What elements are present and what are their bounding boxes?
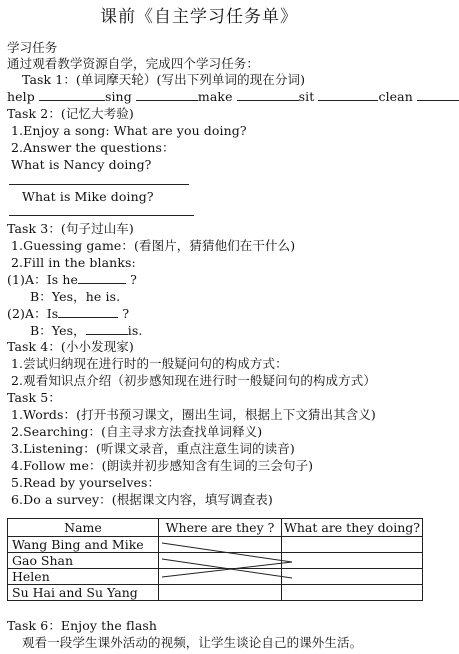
table-cell-name: Wang Bing and Mike bbox=[8, 537, 159, 553]
blank-line bbox=[78, 272, 126, 284]
intro-text: 通过观看教学资源自学，完成四个学习任务： bbox=[7, 56, 260, 71]
blank-line bbox=[86, 323, 128, 335]
task1-word: make bbox=[197, 89, 233, 104]
table-cell-where bbox=[159, 553, 282, 569]
task4-item1: 1.尝试归纳现在进行时的一般疑问句的构成方式： bbox=[11, 356, 288, 371]
table-cell-name: Su Hai and Su Yang bbox=[8, 585, 159, 601]
table-row bbox=[8, 553, 423, 569]
task5-item: 3.Listening：(听课文录音，重点注意生词的读音) bbox=[11, 441, 295, 456]
table-header-name: Name bbox=[8, 519, 159, 537]
table-cell-where bbox=[159, 569, 282, 585]
table-row bbox=[8, 585, 423, 601]
dialogue2-answer: B：Yes， is. bbox=[30, 323, 143, 338]
table-cell-where bbox=[159, 585, 282, 601]
task5-item: 1.Words：(打开书预习课文，圈出生词，根据上下文猜出其含义) bbox=[11, 407, 376, 422]
task6-text: 观看一段学生课外活动的视频，让学生谈论自己的课外生活。 bbox=[22, 635, 363, 650]
dialogue1-answer: B：Yes，he is. bbox=[30, 289, 121, 304]
task2-question1: What is Nancy doing? bbox=[11, 157, 152, 172]
blank-line bbox=[39, 89, 105, 101]
dialogue2-question: (2)A：Is ? bbox=[7, 306, 130, 321]
task4-item2: 2.观看知识点介绍（初步感知现在进行时一般疑问句的构成方式） bbox=[11, 373, 376, 388]
table-cell-name: Helen bbox=[8, 569, 159, 585]
table-header-doing: What are they doing? bbox=[282, 519, 423, 537]
table-cell-doing bbox=[282, 553, 423, 569]
blank-line bbox=[237, 89, 299, 101]
survey-table bbox=[7, 518, 423, 601]
table-header-where: Where are they ? bbox=[159, 519, 282, 537]
answer-line bbox=[9, 184, 189, 185]
answer-line bbox=[9, 215, 194, 216]
task5-item: 6.Do a survey：(根据课文内容，填写调查表) bbox=[11, 492, 273, 507]
table-row bbox=[8, 537, 423, 553]
task1-word-row bbox=[7, 89, 459, 104]
dialogue1-question: (1)A：Is he ? bbox=[7, 272, 137, 287]
page-title: 课前《自主学习任务单》 bbox=[100, 7, 298, 27]
table-cell-where bbox=[159, 537, 282, 553]
table-cell-doing bbox=[282, 569, 423, 585]
table-row bbox=[8, 569, 423, 585]
task2-heading: Task 2：(记忆大考验) bbox=[7, 106, 134, 121]
task2-item1: 1.Enjoy a song: What are you doing? bbox=[11, 123, 247, 138]
blank-line bbox=[417, 89, 459, 101]
task1-word: help bbox=[7, 89, 35, 104]
task5-heading: Task 5： bbox=[7, 390, 61, 405]
task3-heading: Task 3：(句子过山车) bbox=[7, 221, 134, 236]
task3-item1: 1.Guessing game：(看图片，猜猜他们在干什么) bbox=[11, 238, 296, 253]
task1-word: sing bbox=[104, 89, 132, 104]
task2-item2: 2.Answer the questions： bbox=[11, 140, 175, 155]
table-cell-name: Gao Shan bbox=[8, 553, 159, 569]
task1-word: sit bbox=[298, 89, 315, 104]
blank-line bbox=[58, 306, 118, 318]
task4-heading: Task 4：(小小发现家) bbox=[7, 339, 134, 354]
blank-line bbox=[318, 89, 378, 101]
task1-heading: Task 1：(单词摩天轮）(写出下列单词的现在分词) bbox=[22, 72, 306, 87]
task3-item2: 2.Fill in the blanks: bbox=[11, 255, 136, 270]
task5-item: 4.Follow me：(朗读并初步感知含有生词的三会句子) bbox=[11, 458, 314, 473]
task5-item: 2.Searching：(自主寻求方法查找单词释义) bbox=[11, 424, 263, 439]
task2-question2: What is Mike doing? bbox=[22, 189, 154, 204]
blank-line bbox=[136, 89, 198, 101]
table-cell-doing bbox=[282, 585, 423, 601]
task6-heading: Task 6：Enjoy the flash bbox=[7, 618, 158, 633]
table-header-row bbox=[8, 519, 423, 537]
task1-word: clean bbox=[378, 89, 413, 104]
section-heading: 学习任务 bbox=[7, 40, 58, 55]
table-cell-doing bbox=[282, 537, 423, 553]
task5-item: 5.Read by yourselves： bbox=[11, 475, 161, 490]
